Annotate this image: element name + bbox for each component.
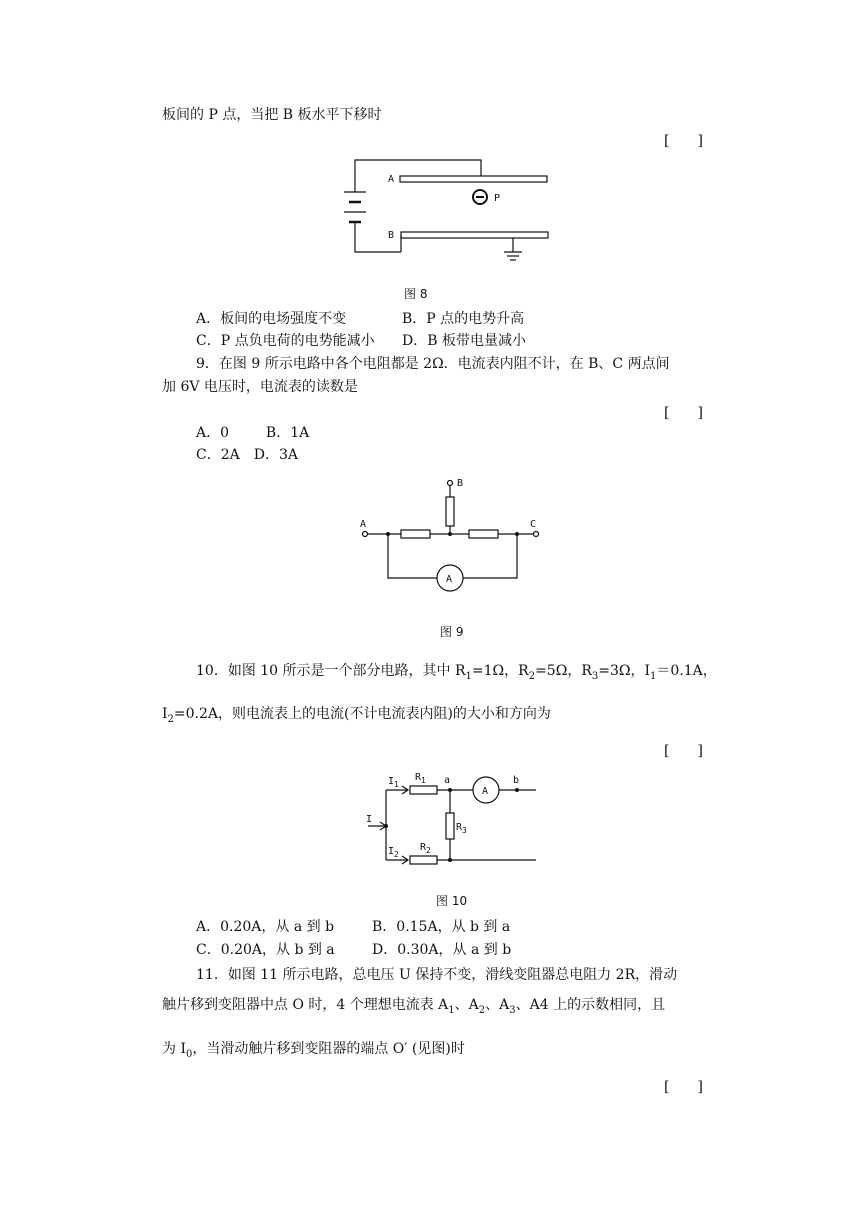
figure-9-caption: 图 9 [440, 625, 464, 639]
q11-text-part: 为 I [162, 1041, 186, 1057]
ammeter-symbol: A [446, 574, 453, 585]
options-9ab: A．0 B．1A [196, 425, 310, 441]
q10-sub: 2 [528, 671, 536, 682]
label-r2-main: R [420, 842, 427, 853]
q10-text-part: =0.2A，则电流表上的电流(不计电流表内阻)的大小和方向为 [173, 706, 551, 722]
option-8c: C．P 点负电荷的电势能减小 [196, 333, 375, 349]
question-8-stem-end: 板间的 P 点，当把 B 板水平下移时 [162, 107, 382, 123]
label-resistor-r2 [420, 842, 431, 855]
answer-bracket-q10: [ ] [664, 743, 703, 759]
label-r2-sub: 2 [426, 846, 431, 855]
q10-sub: 1 [650, 671, 657, 682]
option-10b: B．0.15A，从 b 到 a [372, 919, 511, 935]
answer-bracket-q9: [ ] [664, 405, 703, 421]
q10-sub: 2 [167, 714, 174, 725]
label-node-b: B [457, 478, 464, 489]
label-current-i1 [388, 776, 399, 789]
q10-text-part: ＝0.1A， [656, 663, 717, 679]
q10-text-part: =1Ω，R [471, 663, 529, 679]
label-node-b: b [513, 775, 520, 786]
q11-text-part: 触片移到变阻器中点 O 时，4 个理想电流表 A [162, 997, 449, 1013]
options-9cd: C．2A D．3A [196, 447, 298, 463]
option-10a: A．0.20A，从 a 到 b [196, 919, 335, 935]
label-i2-main: I [388, 846, 395, 857]
q10-text-part: =3Ω，I [598, 663, 651, 679]
q11-text-part: 、A [454, 997, 479, 1013]
question-11-line-1: 11．如图 11 所示电路，总电压 U 保持不变，滑线变阻器总电阻力 2R，滑动 [196, 967, 678, 983]
answer-bracket-q8: [ ] [664, 133, 703, 149]
answer-bracket-q11: [ ] [664, 1079, 703, 1095]
label-i1-sub: 1 [394, 780, 399, 789]
label-resistor-r1 [415, 772, 426, 785]
q11-sub: 2 [478, 1005, 486, 1016]
label-i2-sub: 2 [394, 850, 399, 859]
label-i1-main: I [388, 776, 395, 787]
option-8a: A．板间的电场强度不变 [196, 311, 347, 327]
q11-text-part: 、A4 上的示数相同，且 [515, 997, 666, 1013]
label-node-c: C [530, 519, 537, 530]
label-current-i2 [388, 846, 399, 859]
label-current-i: I [366, 814, 373, 825]
label-plate-a: A [388, 174, 395, 185]
q10-text-part: =5Ω，R [535, 663, 592, 679]
label-plate-b: B [388, 230, 395, 241]
label-node-a: A [360, 519, 367, 530]
question-9-line-2: 加 6V 电压时，电流表的读数是 [162, 379, 358, 395]
figure-10-caption: 图 10 [436, 894, 468, 908]
label-point-p: P [494, 193, 501, 204]
figure-8-caption: 图 8 [404, 287, 428, 301]
q10-text-part: 10．如图 10 所示是一个部分电路，其中 R [196, 663, 466, 679]
label-r1-main: R [415, 772, 422, 783]
q11-text-part: ，当滑动触片移到变阻器的端点 O′ (见图)时 [192, 1041, 465, 1057]
label-r3-main: R [456, 822, 463, 833]
q10-text-part: I [162, 706, 168, 722]
question-9-line-1: 9．在图 9 所示电路中各个电阻都是 2Ω．电流表内阻不计，在 B、C 两点间 [196, 356, 670, 372]
option-10d: D．0.30A，从 a 到 b [372, 942, 512, 958]
q11-sub: 1 [448, 1005, 455, 1016]
label-r1-sub: 1 [421, 776, 426, 785]
q10-sub: 3 [591, 671, 599, 682]
label-resistor-r3 [456, 822, 467, 835]
q11-text-part: 、A [485, 997, 510, 1013]
option-8d: D．B 板带电量减小 [402, 333, 526, 349]
ammeter-symbol: A [482, 786, 489, 797]
label-r3-sub: 3 [462, 826, 467, 835]
question-11-line-3 [162, 1040, 465, 1058]
option-8b: B．P 点的电势升高 [402, 311, 525, 327]
label-node-a: a [444, 775, 451, 786]
question-11-line-2 [162, 996, 665, 1014]
option-10c: C．0.20A，从 b 到 a [196, 942, 335, 958]
q10-sub: 1 [465, 671, 472, 682]
q11-sub: 0 [185, 1049, 193, 1060]
q11-sub: 3 [509, 1005, 516, 1016]
